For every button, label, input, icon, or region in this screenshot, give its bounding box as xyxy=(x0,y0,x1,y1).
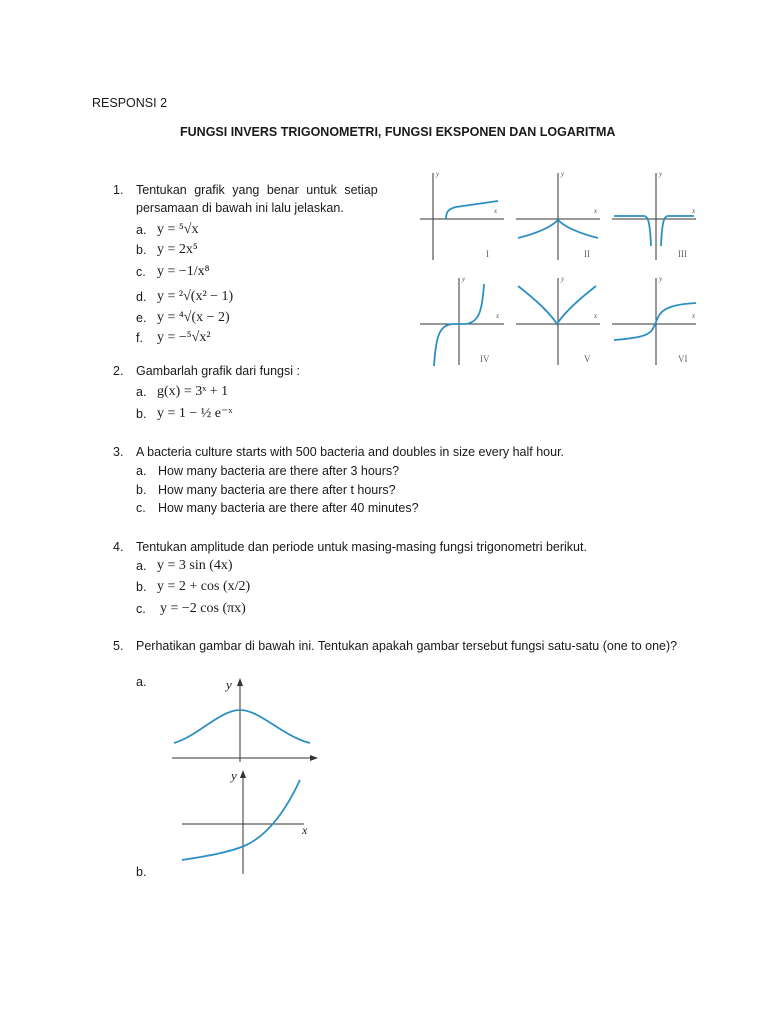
q1-item-d-letter: d. xyxy=(136,290,147,304)
q1-item-a-expr: y = ⁵√x xyxy=(157,222,199,237)
q2-item-b-expr: y = 1 − ½ e⁻ˣ xyxy=(157,406,233,421)
q1-text-line1: Tentukan grafik yang benar untuk setiap xyxy=(136,183,378,197)
q2-item-b-letter: b. xyxy=(136,407,147,421)
graph-5-curve xyxy=(518,286,596,324)
q5b-y-arrow xyxy=(240,770,246,778)
q4-number: 4. xyxy=(113,540,124,554)
graph-3-x-label: x xyxy=(692,207,696,215)
q5-graph-b xyxy=(178,766,320,878)
q1-item-d-expr: y = ²√(x² − 1) xyxy=(157,289,234,304)
graph-5-label: V xyxy=(584,354,591,364)
q1-text-line2: persamaan di bawah ini lalu jelaskan. xyxy=(136,201,344,215)
graph-4-y-label: y xyxy=(462,275,466,283)
q2-text: Gambarlah grafik dari fungsi : xyxy=(136,364,300,378)
q3-item-c-text: How many bacteria are there after 40 minutes? xyxy=(158,501,419,515)
q2-number: 2. xyxy=(113,364,124,378)
document-title: FUNGSI INVERS TRIGONOMETRI, FUNGSI EKSPONEN DAN LOGARITMA xyxy=(180,125,616,139)
q3-item-a-letter: a. xyxy=(136,464,147,478)
graph-5-x-label: x xyxy=(594,312,598,320)
graph-2-y-label: y xyxy=(561,170,565,178)
graph-2-label: II xyxy=(584,249,590,259)
graph-6-label: VI xyxy=(678,354,688,364)
q4-item-c-letter: c. xyxy=(136,602,146,616)
q5b-y-label: y xyxy=(231,768,237,783)
q5-number: 5. xyxy=(113,639,124,653)
q1-item-c-letter: c. xyxy=(136,265,146,279)
graph-3-label: III xyxy=(678,249,687,259)
q1-number: 1. xyxy=(113,183,124,197)
graph-3-curve-left xyxy=(614,216,651,246)
q1-item-e-expr: y = ⁴√(x − 2) xyxy=(157,310,230,325)
q4-item-c-expr: y = −2 cos (πx) xyxy=(160,601,246,616)
graph-1-label: I xyxy=(486,249,489,259)
q4-item-b-expr: y = 2 + cos (x/2) xyxy=(157,579,251,594)
q1-item-c-expr: y = −1/x⁸ xyxy=(157,264,210,279)
q4-item-a-letter: a. xyxy=(136,559,147,573)
graph-6-x-label: x xyxy=(692,312,696,320)
graph-1-x-label: x xyxy=(494,207,498,215)
graph-1-y-label: y xyxy=(436,170,440,178)
q4-item-a-expr: y = 3 sin (4x) xyxy=(157,558,233,573)
q1-item-f-expr: y = −⁵√x² xyxy=(157,330,211,345)
q3-item-b-text: How many bacteria are there after t hours? xyxy=(158,483,396,497)
graph-1-curve xyxy=(446,201,498,219)
document-label: RESPONSI 2 xyxy=(92,96,168,110)
q3-text: A bacteria culture starts with 500 bacteria and doubles in size every half hour. xyxy=(136,445,565,459)
q5a-y-label: y xyxy=(226,677,232,692)
q1-item-b-letter: b. xyxy=(136,243,147,257)
q5b-curve xyxy=(182,780,300,860)
q3-number: 3. xyxy=(113,445,124,459)
graph-4-label: IV xyxy=(480,354,490,364)
q2-item-a-expr: g(x) = 3ˣ + 1 xyxy=(157,384,229,399)
q5b-x-label: x xyxy=(302,823,308,837)
graph-5-y-label: y xyxy=(561,275,565,283)
q1-item-b-expr: y = 2x⁵ xyxy=(157,242,198,257)
q4-item-b-letter: b. xyxy=(136,580,147,594)
q5-item-b-letter: b. xyxy=(136,865,147,879)
q5-text: Perhatikan gambar di bawah ini. Tentukan apakah gambar tersebut fungsi satu-satu (one to one)? xyxy=(136,639,678,653)
q5a-x-arrow xyxy=(310,755,318,761)
graph-6-curve xyxy=(614,303,696,340)
q5a-y-arrow xyxy=(237,678,243,686)
q1-item-e-letter: e. xyxy=(136,311,147,325)
q1-graphs xyxy=(412,168,702,370)
graph-3-y-label: y xyxy=(659,170,663,178)
q3-item-b-letter: b. xyxy=(136,483,147,497)
q3-item-a-text: How many bacteria are there after 3 hours? xyxy=(158,464,400,478)
graph-3-curve-right xyxy=(661,216,694,246)
q4-text: Tentukan amplitude dan periode untuk masing-masing fungsi trigonometri berikut. xyxy=(136,540,587,554)
q5-graph-a xyxy=(168,672,320,764)
q1-item-f-letter: f. xyxy=(136,331,143,345)
graph-6-y-label: y xyxy=(659,275,663,283)
q5a-curve xyxy=(174,710,310,743)
q2-item-a-letter: a. xyxy=(136,385,147,399)
q5-item-a-letter: a. xyxy=(136,675,147,689)
graph-4-x-label: x xyxy=(496,312,500,320)
q3-item-c-letter: c. xyxy=(136,501,146,515)
graph-2-x-label: x xyxy=(594,207,598,215)
q1-item-a-letter: a. xyxy=(136,223,147,237)
